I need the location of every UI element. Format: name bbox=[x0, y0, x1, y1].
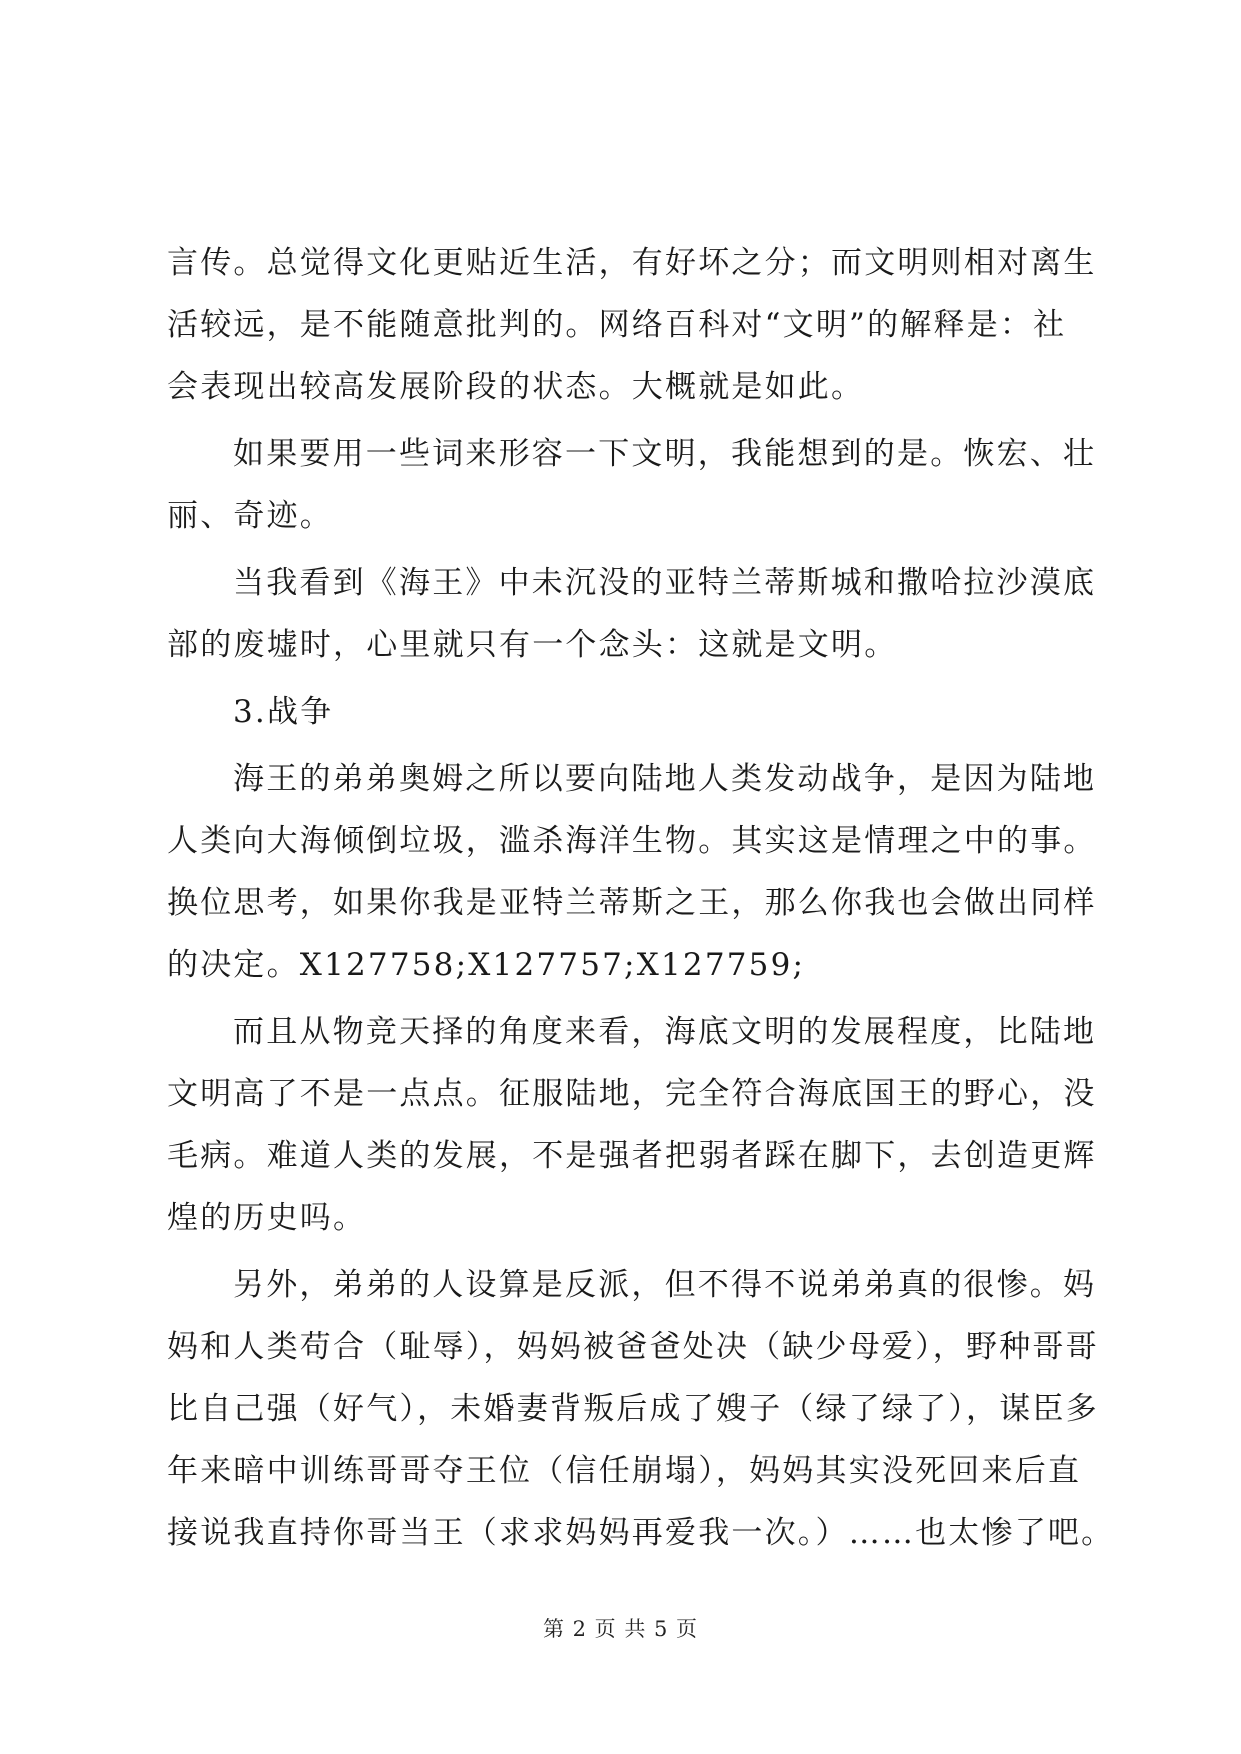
text-line: 换位思考，如果你我是亚特兰蒂斯之王，那么你我也会做出同样 bbox=[167, 885, 1097, 921]
text-line: 煌的历史吗。 bbox=[167, 1200, 367, 1236]
section-heading: 3.战争 bbox=[233, 694, 334, 730]
text-line: 比自己强（好气），未婚妻背叛后成了嫂子（绿了绿了），谋臣多 bbox=[167, 1391, 1099, 1427]
paragraph-first-line: 另外，弟弟的人设算是反派，但不得不说弟弟真的很惨。妈 bbox=[233, 1267, 1097, 1303]
text-line: 会表现出较高发展阶段的状态。大概就是如此。 bbox=[167, 369, 865, 405]
text-line: 言传。总觉得文化更贴近生活，有好坏之分；而文明则相对离生 bbox=[167, 245, 1097, 281]
paragraph-first-line: 如果要用一些词来形容一下文明，我能想到的是。恢宏、壮 bbox=[233, 436, 1097, 472]
paragraph-first-line: 海王的弟弟奥姆之所以要向陆地人类发动战争，是因为陆地 bbox=[233, 761, 1097, 797]
page-number-footer: 第 2 页 共 5 页 bbox=[542, 1617, 699, 1641]
paragraph-first-line: 当我看到《海王》中未沉没的亚特兰蒂斯城和撒哈拉沙漠底 bbox=[233, 565, 1097, 601]
text-line: 毛病。难道人类的发展，不是强者把弱者踩在脚下，去创造更辉 bbox=[167, 1138, 1097, 1174]
text-line: 接说我直持你哥当王（求求妈妈再爱我一次。）……也太惨了吧。 bbox=[167, 1515, 1115, 1551]
text-line: 丽、奇迹。 bbox=[167, 498, 333, 534]
text-line: 妈和人类苟合（耻辱），妈妈被爸爸处决（缺少母爱），野种哥哥 bbox=[167, 1329, 1099, 1365]
text-line: 部的废墟时，心里就只有一个念头：这就是文明。 bbox=[167, 627, 898, 663]
text-line: 年来暗中训练哥哥夺王位（信任崩塌），妈妈其实没死回来后直 bbox=[167, 1453, 1082, 1489]
text-line: 文明高了不是一点点。征服陆地，完全符合海底国王的野心，没 bbox=[167, 1076, 1097, 1112]
text-line: 活较远，是不能随意批判的。网络百科对“文明”的解释是：社 bbox=[167, 307, 1067, 343]
text-line: 的决定。X127758;X127757;X127759; bbox=[167, 947, 806, 983]
paragraph-first-line: 而且从物竞天择的角度来看，海底文明的发展程度，比陆地 bbox=[233, 1014, 1097, 1050]
document-body bbox=[167, 232, 1115, 1564]
text-line: 人类向大海倾倒垃圾，滥杀海洋生物。其实这是情理之中的事。 bbox=[167, 823, 1097, 859]
